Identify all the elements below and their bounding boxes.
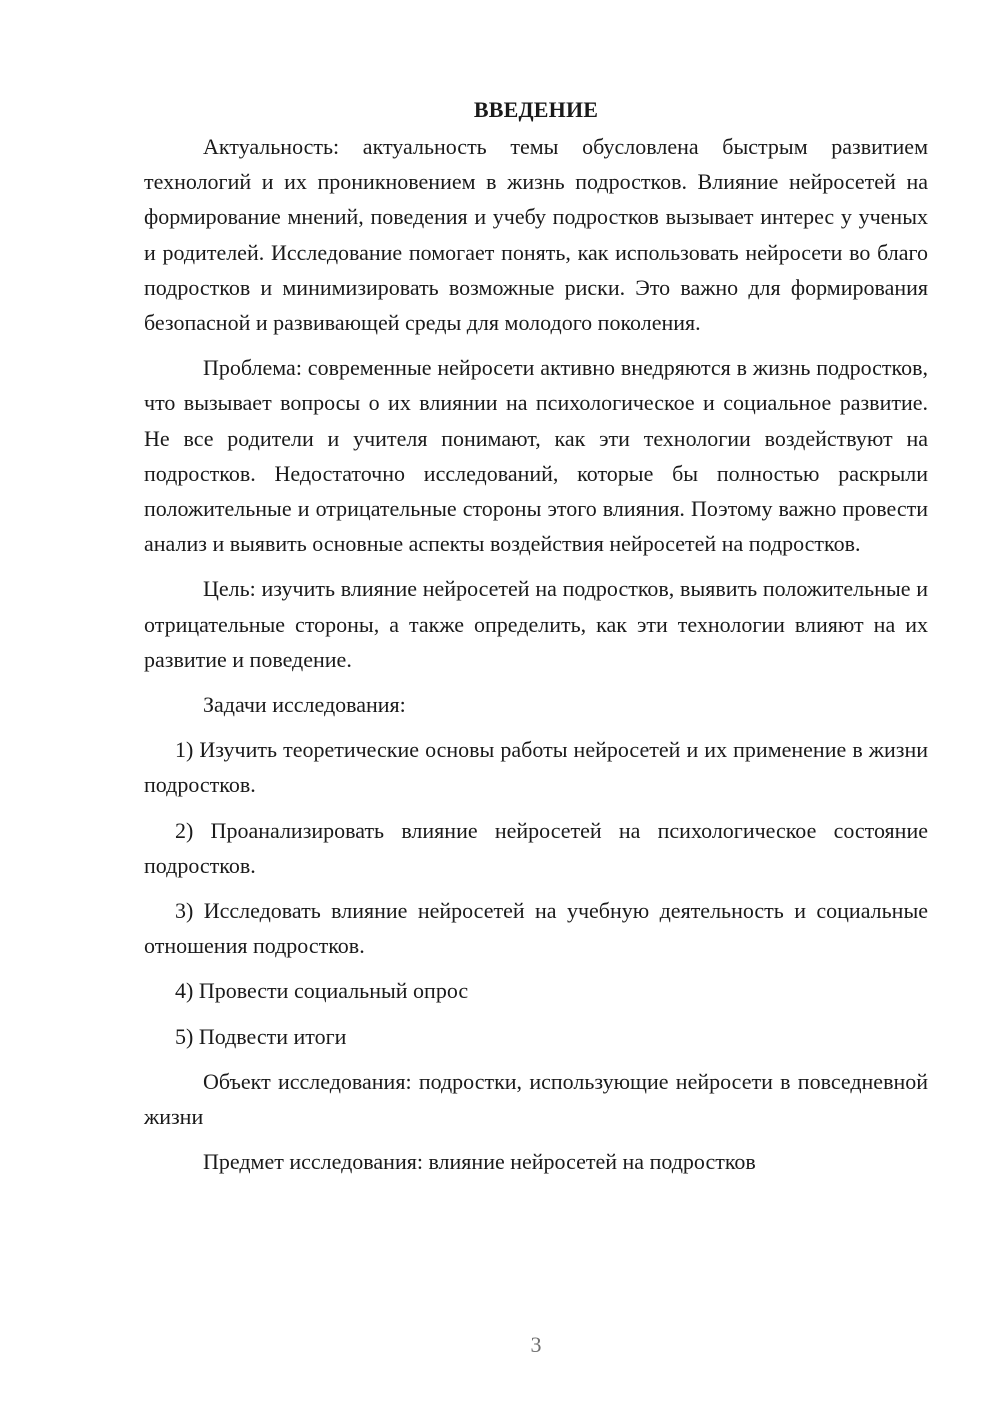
subject-paragraph: Предмет исследования: влияние нейросетей на подростков: [203, 1149, 756, 1175]
task-item: 4) Провести социальный опрос: [175, 978, 469, 1004]
object-paragraph: Объект исследования: подростки, использующие нейросети в повседневной жизни: [144, 1068, 928, 1130]
task-item: 2) Проанализировать влияние нейросетей на психологическое состояние подростков.: [144, 817, 928, 878]
problem-paragraph: Проблема: современные нейросети активно внедряются в жизнь подростков, что вызывает вопросы о их влиянии на психологическое и социальное развитие. Не все родители и учителя понимают, как эти технологии воздействуют на подростков. Недостаточно исследований, которые бы полностью раскрыли положительные и отрицательные стороны этого влияния. Поэтому важно провести анализ и выявить основные аспекты воздействия нейросетей на подростков.: [144, 355, 928, 557]
goal-paragraph: Цель: изучить влияние нейросетей на подростков, выявить положительные и отрицательные стороны, а также определить, как эти технологии влияют на их развитие и поведение.: [144, 576, 928, 672]
page-number: 3: [530, 1332, 542, 1357]
task-item: 5) Подвести итоги: [175, 1023, 347, 1049]
tasks-title: Задачи исследования:: [203, 692, 406, 718]
task-item: 1) Изучить теоретические основы работы нейросетей и их применение в жизни подростков.: [144, 737, 928, 798]
document-page: [144, 95, 928, 1189]
task-item: 3) Исследовать влияние нейросетей на учебную деятельность и социальные отношения подростков.: [144, 898, 928, 959]
page-title: ВВЕДЕНИЕ: [473, 97, 599, 122]
relevance-paragraph: Актуальность: актуальность темы обусловлена быстрым развитием технологий и их проникновением в жизнь подростков. Влияние нейросетей на формирование мнений, поведения и учебу подростков вызывает интерес у ученых и родителей. Исследование помогает понять, как использовать нейросети во благо подростков и минимизировать возможные риски. Это важно для формирования безопасной и развивающей среды для молодого поколения.: [144, 134, 928, 336]
